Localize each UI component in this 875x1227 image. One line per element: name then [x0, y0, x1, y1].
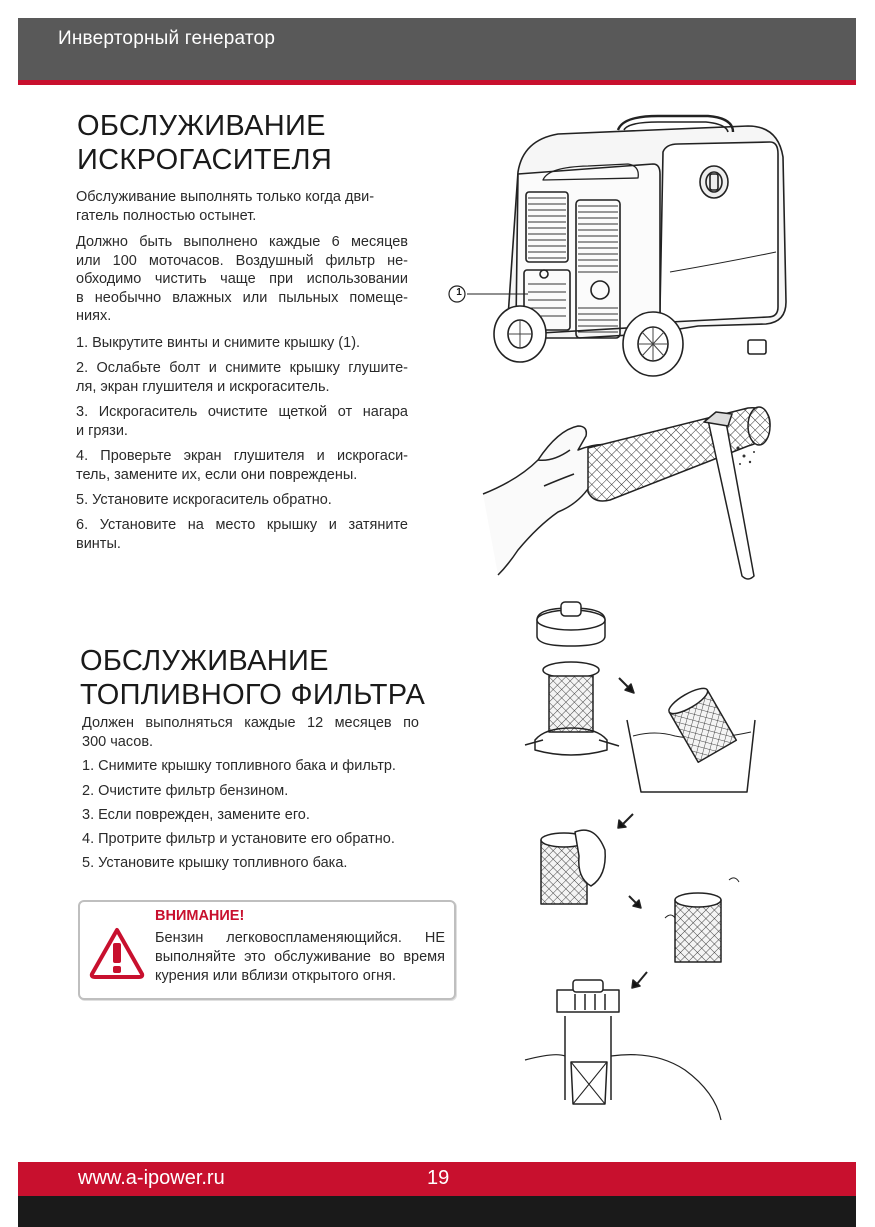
- section2-paragraph-1: [82, 714, 419, 751]
- text-line: Должен выполняться каждые 12 месяцев по: [82, 715, 419, 731]
- section1-step-3: [76, 403, 408, 440]
- text-line: Должно быть выполнено каждые 6 месяцев: [76, 234, 408, 250]
- footer-dark-band: [18, 1196, 856, 1227]
- callout-number: 1: [456, 287, 462, 298]
- text-line: в необычно влажных или пыльных помеще-: [76, 289, 408, 306]
- warning-triangle-icon: [88, 926, 146, 980]
- text-line: винты.: [76, 535, 121, 552]
- text-line: тель, замените их, если они повреждены.: [76, 466, 358, 483]
- text-line: и грязи.: [76, 422, 128, 439]
- section2-step-4: 4. Протрите фильтр и установите его обратно.: [82, 831, 395, 847]
- header-accent-stripe: [18, 80, 856, 85]
- text-line: 6. Установите на место крышку и затяните: [76, 517, 408, 533]
- generator-illustration: [448, 112, 808, 372]
- section1-step-2: [76, 359, 408, 396]
- section2-title: [80, 644, 425, 712]
- text-line: 4. Проверьте экран глушителя и искрогаси-: [76, 448, 408, 464]
- header-title: Инверторный генератор: [58, 28, 276, 49]
- page-number: 19: [427, 1167, 450, 1189]
- text-line: Обслуживание выполнять только когда дви-: [76, 189, 375, 205]
- warning-text: [155, 929, 445, 986]
- section1-step-5: 5. Установите искрогаситель обратно.: [76, 492, 332, 508]
- section2-step-5: 5. Установите крышку топливного бака.: [82, 855, 348, 871]
- text-line: ниях.: [76, 308, 112, 324]
- text-line: 3. Искрогаситель очистите щеткой от нагара: [76, 404, 408, 420]
- text-line: обходимо чистить чаще при использовании: [76, 271, 408, 287]
- section1-step-1: 1. Выкрутите винты и снимите крышку (1).: [76, 335, 361, 351]
- section1-paragraph-1: [76, 188, 408, 225]
- text-line: 300 часов.: [82, 733, 154, 750]
- text-line: выполняйте это обслуживание во время: [155, 949, 445, 965]
- text-line: гатель полностью остынет.: [76, 207, 257, 224]
- section2-title-line2: ТОПЛИВНОГО ФИЛЬТРА: [80, 679, 426, 711]
- section2-step-3: 3. Если поврежден, замените его.: [82, 807, 310, 823]
- text-line: 2. Ослабьте болт и снимите крышку глушите-: [76, 360, 408, 376]
- section2-step-2: 2. Очистите фильтр бензином.: [82, 783, 289, 799]
- section1-title-line2: ИСКРОГАСИТЕЛЯ: [77, 144, 333, 176]
- text-line: курения или вблизи открытого огня.: [155, 968, 396, 984]
- section1-title-line1: ОБСЛУЖИВАНИЕ: [77, 110, 326, 142]
- text-line: ля, экран глушителя и искрогаситель.: [76, 378, 330, 395]
- spark-arrestor-cleaning-illustration: [478, 400, 778, 590]
- section1-paragraph-2: [76, 233, 408, 326]
- section2-step-1: 1. Снимите крышку топливного бака и фильтр.: [82, 758, 396, 774]
- fuel-filter-illustration: [515, 600, 775, 1120]
- section2-title-line1: ОБСЛУЖИВАНИЕ: [80, 645, 329, 677]
- text-line: Бензин легковоспламеняющийся. НЕ: [155, 930, 445, 946]
- text-line: или 100 моточасов. Воздушный фильтр не-: [76, 252, 408, 269]
- section1-step-6: [76, 516, 408, 553]
- footer-website-link[interactable]: www.a-ipower.ru: [78, 1167, 225, 1189]
- section1-step-4: [76, 447, 408, 484]
- section1-title: [77, 109, 332, 177]
- warning-title: ВНИМАНИЕ!: [155, 908, 245, 924]
